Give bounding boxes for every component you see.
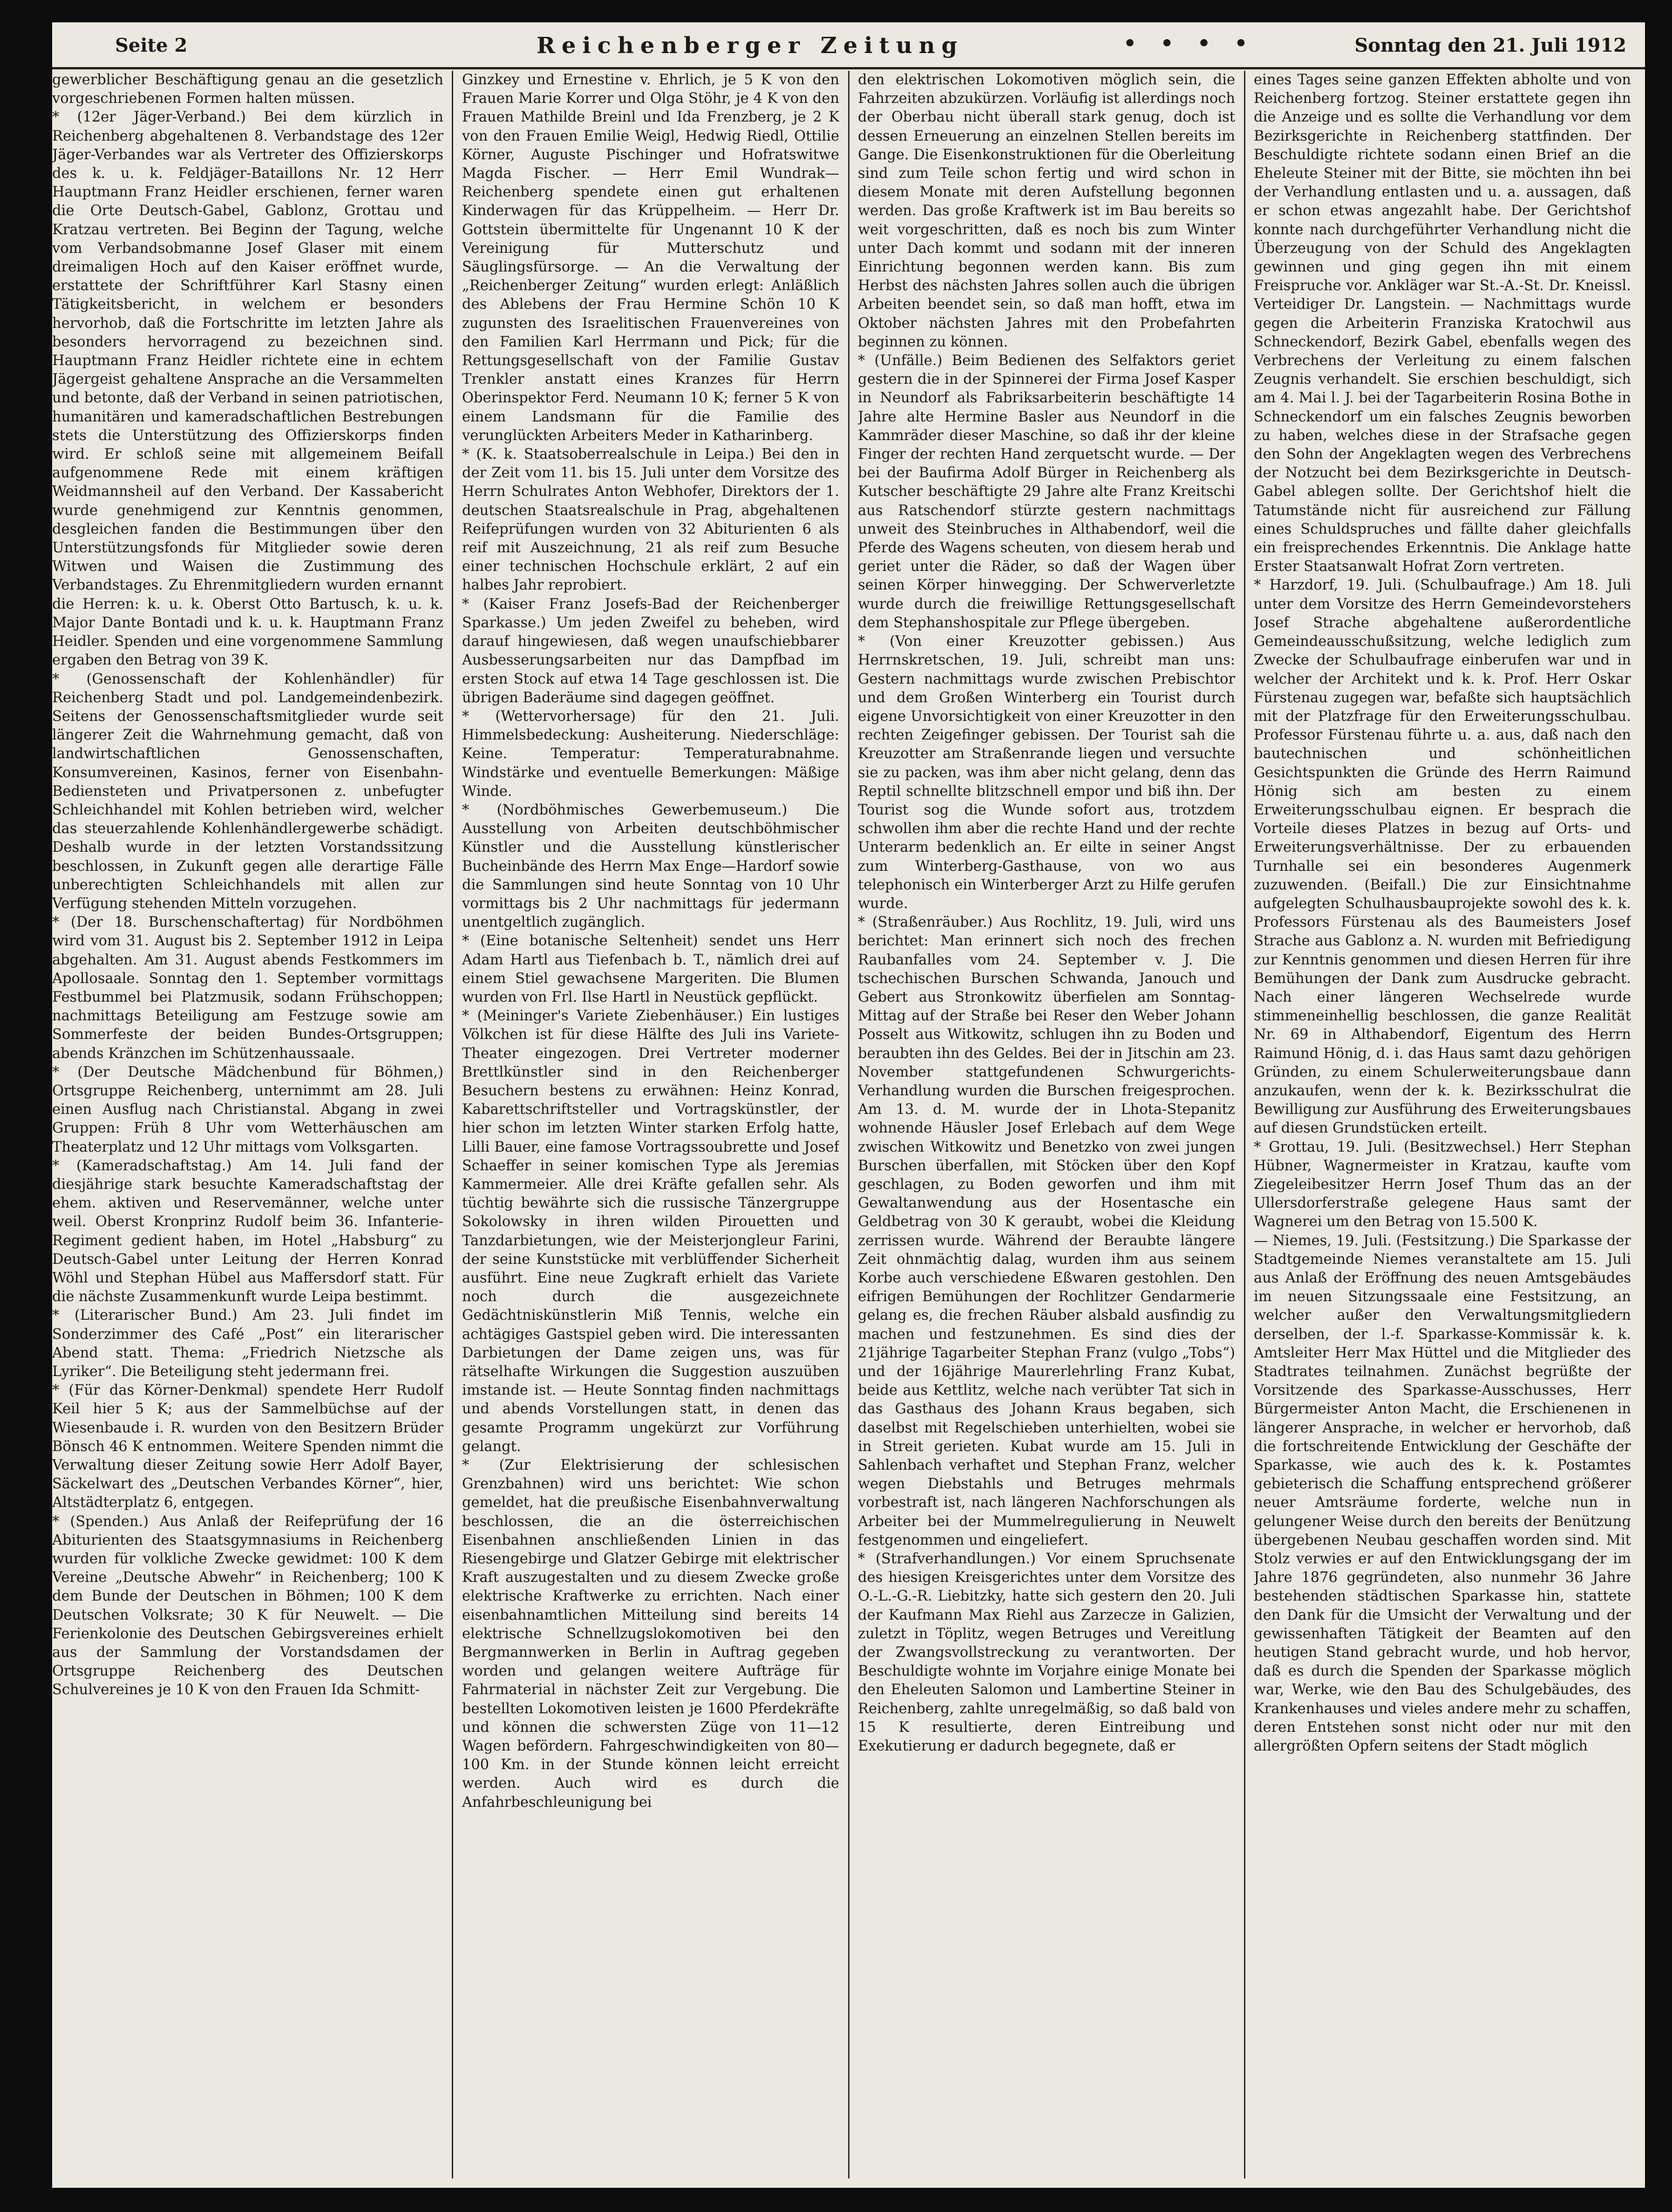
article-paragraph: * Harzdorf, 19. Juli. (Schulbaufrage.) Am 18. Juli unter dem Vorsitze des Herrn Gemeindevorstehers Josef Strache abgehaltene außerordentliche Gemeindeausschußsitzung, welche lediglich zum Zwecke der Schulbaufrage einberufen war und in welcher der Architekt und k. k. Prof. Herr Oskar Fürstenau zugegen war, befaßte sich hauptsächlich mit der Platzfrage für den Erweiterungsschulbau. Professor Fürstenau führte u. a. aus, daß nach den bautechnischen und schönheitlichen Gesichtspunkten die Gründe des Herrn Raimund Hönig sich am besten zu einem Erweiterungsschulbau eignen. Er besprach die Vorteile dieses Platzes in bezug auf Orts- und Erweiterungsverhältnisse. Der zu erbauenden Turnhalle sei ein besonderes Augenmerk zuzuwenden. (Beifall.) Die zur Einsichtnahme aufgelegten Schulhausbauprojekte sowohl des k. k. Professors Fürstenau als des Baumeisters Josef Strache aus Gablonz a. N. wurden mit Befriedigung zur Kenntnis genommen und diesen Herren für ihre Bemühungen der Dank zum Ausdrucke gebracht. Nach einer längeren Wechselrede wurde stimmeneinhellig beschlossen, die ganze Realität Nr. 69 in Althabendorf, Eigentum des Herrn Raimund Hönig, d. i. das Haus samt dazu gehörigen Gründen, zu einem Schulerweiterungsbaue dann anzukaufen, wenn der k. k. Bezirksschulrat die Bewilligung zur Ausführung des Erweiterungsbaues auf diesen Grundstücken erteilt. <box>1254 577 1631 1137</box>
article-paragraph: eines Tages seine ganzen Effekten abholte und von Reichenberg fortzog. Steiner erstattete gegen ihn die Anzeige und es sollte die Verhandlung vor dem Bezirksgerichte in Reichenberg stattfinden. Der Beschuldigte richtete sodann einen Brief an die Eheleute Steiner mit der Bitte, sie möchten ihn bei der Verhandlung entlasten und u. a. aussagen, daß er schon etwas angezahlt habe. Der Gerichtshof konnte nach durchgeführter Verhandlung nicht die Überzeugung von der Schuld des Angeklagten gewinnen und ging gegen ihn mit einem Freispruche vor. Ankläger war St.-A.-St. Dr. Kneissl. Verteidiger Dr. Langstein. — Nachmittags wurde gegen die Arbeiterin Franziska Kratochwil aus Schneckendorf, Bezirk Gabel, ebenfalls wegen des Verbrechens der Verleitung zu einem falschen Zeugnis verhandelt. Sie erschien beschuldigt, sich am 4. Mai l. J. bei der Tagarbeiterin Rosina Bothe in Schneckendorf um ein falsches Zeugnis beworben zu haben, welches diese in der Strafsache gegen den Sohn der Angeklagten wegen des Verbrechens der Notzucht bei dem Bezirksgerichte in Deutsch-Gabel ablegen sollte. Der Gerichtshof hielt die Tatumstände nicht für ausreichend zur Fällung eines Schuldspruches und fällte daher gleichfalls ein freisprechendes Erkenntnis. Die Anklage hatte Erster Staatsanwalt Hofrat Zorn vertreten. <box>1254 72 1631 575</box>
article-paragraph: * (Von einer Kreuzotter gebissen.) Aus Herrnskretschen, 19. Juli, schreibt man uns: Gestern nachmittags wurde zwischen Prebischtor und dem Großen Winterberg ein Tourist durch eigene Unvorsichtigkeit von einer Kreuzotter in den rechten Zeigefinger gebissen. Der Tourist sah die Kreuzotter am Straßenrande liegen und versuchte sie zu packen, was ihm aber nicht gelang, denn das Reptil schnellte blitzschnell empor und biß ihn. Der Tourist sog die Wunde sofort aus, trotzdem schwollen ihm aber die rechte Hand und der rechte Unterarm bedenklich an. Er eilte in seiner Angst zum Winterberg-Gasthause, von wo aus telephonisch ein Winterberger Arzt zu Hilfe gerufen wurde. <box>858 633 1235 912</box>
article-paragraph: * (Spenden.) Aus Anlaß der Reifeprüfung der 16 Abiturienten des Staatsgymnasiums in Reichenberg wurden für volkliche Zwecke gewidmet: 100 K dem Vereine „Deutsche Abwehr“ in Reichenberg; 100 K dem Bunde der Deutschen in Böhmen; 100 K dem Deutschen Volksrate; 30 K für Neuwelt. — Die Ferienkolonie des Deutschen Gebirgsvereines erhielt aus der Sammlung der Vorstandsdamen der Ortsgruppe Reichenberg des Deutschen Schulvereines je 10 K von den Frauen Ida Schmitt- <box>52 1513 443 1698</box>
column-divider <box>848 71 850 2178</box>
article-paragraph: * (Straßenräuber.) Aus Rochlitz, 19. Juli, wird uns berichtet: Man erinnert sich noch des frechen Raubanfalles vom 24. September v. J. Die tschechischen Burschen Schwanda, Janouch und Gebert aus Stronkowitz überfielen am Sonntag-Mittag auf der Straße bei Reser den Weber Johann Posselt aus Witkowitz, schlugen ihn zu Boden und beraubten ihn des Geldes. Bei der in Jitschin am 23. November stattgefundenen Schwurgerichts-Verhandlung wurden die Burschen freigesprochen. Am 13. d. M. wurde der in Lhota-Stepanitz wohnende Häusler Josef Erlebach auf dem Wege zwischen Witkowitz und Benetzko von zwei jungen Burschen überfallen, mit Stöcken über den Kopf geschlagen, zu Boden geworfen und ihm mit Gewaltanwendung aus der Hosentasche ein Geldbetrag von 30 K geraubt, wobei die Kleidung zerrissen wurde. Während der Beraubte längere Zeit ohnmächtig dalag, wurden ihm aus seinem Korbe auch verschiedene Eßwaren gestohlen. Den eifrigen Bemühungen der Rochlitzer Gendarmerie gelang es, die frechen Räuber alsbald ausfindig zu machen und festzunehmen. Es sind dies der 21jährige Tagarbeiter Stephan Franz (vulgo „Tobs“) und der 16jährige Maurerlehrling Franz Kubat, beide aus Kettlitz, welche nach verübter Tat sich in das Gasthaus des Johann Kraus begaben, sich daselbst mit Regelschieben unterhielten, wobei sie in Streit gerieten. Kubat wurde am 15. Juli in Sahlenbach verhaftet und Stephan Franz, welcher wegen Diebstahls und Betruges mehrmals vorbestraft ist, nach längeren Nachforschungen als Arbeiter bei der Mummelregulierung in Neuwelt festgenommen und eingeliefert. <box>858 914 1235 1548</box>
column-divider <box>1244 71 1245 2178</box>
article-paragraph: * (Eine botanische Seltenheit) sendet uns Herr Adam Hartl aus Tiefenbach b. T., nämlich drei auf einem Stiel gewachsene Margeriten. Die Blumen wurden von Frl. Ilse Hartl in Neustück gepflückt. <box>462 933 839 1005</box>
masthead: Reichenberger Zeitung <box>537 33 964 59</box>
article-paragraph: * (Wettervorhersage) für den 21. Juli. Himmelsbedeckung: Ausheiterung. Niederschläge: Keine. Temperatur: Temperaturabnahme. Windstärke und eventuelle Bemerkungen: Mäßige Winde. <box>462 708 839 800</box>
page-number: Seite 2 <box>115 34 188 56</box>
article-paragraph: * (Zur Elektrisierung der schlesischen Grenzbahnen) wird uns berichtet: Wie schon gemeldet, hat die preußische Eisenbahnverwaltung beschlossen, die an die österreichischen Eisenbahnen anschließenden Linien in das Riesengebirge und Glatzer Gebirge mit elektrischer Kraft auszugestalten und zu diesem Zwecke große elektrische Kraftwerke zu errichten. Nach einer eisenbahnamtlichen Mitteilung sind bereits 14 elektrische Schnellzugslokomotiven bei den Bergmannwerken in Berlin in Auftrag gegeben worden und gelangen weitere Aufträge für Fahrmaterial in nächster Zeit zur Vergebung. Die bestellten Lokomotiven leisten je 1600 Pferdekräfte und können die schwersten Züge von 11—12 Wagen befördern. Fahrgeschwindigkeiten von 80—100 Km. in der Stunde können leicht erreicht werden. Auch wird es durch die Anfahrbeschleunigung bei <box>462 1457 839 1811</box>
article-paragraph: * (Literarischer Bund.) Am 23. Juli findet im Sonderzimmer des Café „Post“ ein literarischer Abend statt. Thema: „Friedrich Nietzsche als Lyriker“. Die Beteiligung steht jedermann frei. <box>52 1307 443 1380</box>
page-header <box>52 22 1645 69</box>
article-paragraph: * (Kameradschaftstag.) Am 14. Juli fand der diesjährige stark besuchte Kameradschaftstag der ehem. aktiven und Reservemänner, welche unter weil. Oberst Kronprinz Rudolf beim 36. Infanterie-Regiment gedient haben, im Hotel „Habsburg“ zu Deutsch-Gabel unter Leitung der Herren Konrad Wöhl und Stephan Hübel aus Maffersdorf statt. Für die nächste Zusammenkunft wurde Leipa bestimmt. <box>52 1157 443 1305</box>
column-3 <box>858 71 1235 2178</box>
article-paragraph: * (Nordböhmisches Gewerbemuseum.) Die Ausstellung von Arbeiten deutschböhmischer Künstler und die Ausstellung künstlerischer Bucheinbände des Herrn Max Enge—Hardorf sowie die Sammlungen sind heute Sonntag von 10 Uhr vormittags bis 2 Uhr nachmittags für jedermann unentgeltlich zugänglich. <box>462 801 839 931</box>
article-paragraph: * (Der 18. Burschenschaftertag) für Nordböhmen wird vom 31. August bis 2. September 1912 in Leipa abgehalten. Am 31. August abends Festkommers im Apollosaale. Sonntag den 1. September vormittags Festbummel bei Platzmusik, sodann Frühschoppen; nachmittags Beteiligung am Festzuge sowie am Sommerfeste der beiden Bundes-Ortsgruppen; abends Kränzchen im Schützenhaussaale. <box>52 914 443 1062</box>
article-paragraph: * (Unfälle.) Beim Bedienen des Selfaktors geriet gestern die in der Spinnerei der Firma Josef Kasper in Neundorf als Fabriksarbeiterin beschäftigte 14 Jahre alte Hermine Basler aus Neundorf in die Kammräder dieser Maschine, so daß ihr der kleine Finger der rechten Hand zerquetscht wurde. — Der bei der Baufirma Adolf Bürger in Reichenberg als Kutscher beschäftigte 29 Jahre alte Franz Kreitschi aus Ratschendorf stürzte gestern nachmittags unweit des Steinbruches in Althabendorf, weil die Pferde des Wagens scheuten, von diesem herab und geriet unter die Räder, so daß der Wagen über seinen Körper hinwegging. Der Schwerverletzte wurde durch die freiwillige Rettungsgesellschaft dem Stephanshospitale zur Pflege übergeben. <box>858 353 1235 631</box>
column-1 <box>52 71 443 2178</box>
article-paragraph: * (Für das Körner-Denkmal) spendete Herr Rudolf Keil hier 5 K; aus der Sammelbüchse auf der Wiesenbaude i. R. wurden von den Besitzern Brüder Bönsch 46 K entnommen. Weitere Spenden nimmt die Verwaltung dieser Zeitung sowie Herr Adolf Bayer, Säckelwart des „Deutschen Verbandes Körner“, hier, Altstädterplatz 6, entgegen. <box>52 1382 443 1511</box>
article-columns <box>52 71 1645 2178</box>
article-paragraph: * (12er Jäger-Verband.) Bei dem kürzlich in Reichenberg abgehaltenen 8. Verbandstage des 12er Jäger-Verbandes war als Vertreter des Offizierskorps des k. u. k. Feldjäger-Bataillons Nr. 12 Herr Hauptmann Franz Heidler erschienen, ferner waren die Orte Deutsch-Gabel, Gablonz, Grottau und Kratzau vertreten. Bei Beginn der Tagung, welche vom Verbandsobmanne Josef Glaser mit einem dreimaligen Hoch auf den Kaiser eröffnet wurde, erstattete der Schriftführer Karl Stasny einen Tätigkeitsbericht, in welchem er besonders hervorhob, daß die Fortschritte im letzten Jahre als besonders hervorragend zu bezeichnen sind. Hauptmann Franz Heidler richtete eine in echtem Jägergeist gehaltene Ansprache an die Versammelten und betonte, daß der Verband in seinen patriotischen, humanitären und kameradschaftlichen Bestrebungen stets die Unterstützung des Offizierskorps finden wird. Er schloß seine mit allgemeinem Beifall aufgenommene Rede mit einem kräftigen Weidmannsheil auf den Verband. Der Kassabericht wurde genehmigend zur Kenntnis genommen, desgleichen fanden die Bestimmungen über den Unterstützungsfonds für Mitglieder sowie deren Witwen und Waisen die Zustimmung des Verbandstages. Zu Ehrenmitgliedern wurden ernannt die Herren: k. u. k. Oberst Otto Bartusch, k. u. k. Major Dante Bontadi und k. u. k. Hauptmann Franz Heidler. Spenden und eine vorgenommene Sammlung ergaben den Betrag von 39 K. <box>52 109 443 669</box>
article-paragraph: * (Kaiser Franz Josefs-Bad der Reichenberger Sparkasse.) Um jeden Zweifel zu beheben, wird darauf hingewiesen, daß wegen unaufschiebbarer Ausbesserungsarbeiten nur das Dampfbad im ersten Stock auf etwa 14 Tage geschlossen ist. Die übrigen Baderäume sind dagegen geöffnet. <box>462 596 839 706</box>
article-paragraph: * (Strafverhandlungen.) Vor einem Spruchsenate des hiesigen Kreisgerichtes unter dem Vorsitze des O.-L.-G.-R. Liebitzky, hatte sich gestern den 20. Juli der Kaufmann Max Riehl aus Zarzecze in Galizien, zuletzt in Töplitz, wegen Betruges und Vereitlung der Zwangsvollstreckung zu verantworten. Der Beschuldigte wohnte im Vorjahre einige Monate bei den Eheleuten Salomon und Lambertine Steiner in Reichenberg, zahlte unregelmäßig, so daß bald von 15 K resultierte, deren Eintreibung und Exekutierung er dadurch begegnete, daß er <box>858 1551 1235 1755</box>
header-ornament: • • • • <box>1123 32 1256 55</box>
issue-date: Sonntag den 21. Juli 1912 <box>1354 34 1626 56</box>
column-4 <box>1254 71 1631 2178</box>
article-paragraph: * Grottau, 19. Juli. (Besitzwechsel.) Herr Stephan Hübner, Wagnermeister in Kratzau, kaufte vom Ziegeleibesitzer Herrn Josef Thum das an der Ullersdorferstraße gelegene Haus samt der Wagnerei um den Betrag von 15.500 K. <box>1254 1139 1631 1230</box>
article-paragraph: * (Meininger's Variete Ziebenhäuser.) Ein lustiges Völkchen ist für diese Hälfte des Juli ins Variete-Theater eingezogen. Drei Vertreter moderner Brettlkünstler sind in den Reichenberger Besuchern bestens zu erwähnen: Heinz Konrad, Kabarettschriftsteller und Vortragskünstler, der hier schon im letzten Winter starken Erfolg hatte, Lilli Bauer, eine famose Vortragssoubrette und Josef Schaeffer in seiner komischen Type als Jeremias Kammermeier. Alle drei Kräfte gefallen sehr. Als tüchtig bewährte sich die russische Tänzergruppe Sokolowsky in ihren wilden Pirouetten und Tanzdarbietungen, wie der Meisterjongleur Farini, der seine Kunststücke mit verblüffender Sicherheit ausführt. Eine neue Zugkraft erhielt das Variete noch durch die ausgezeichnete Gedächtniskünstlerin Miß Tennis, welche ein achtägiges Gastspiel geben wird. Die interessanten Darbietungen der Dame zeigen uns, was für rätselhafte Wirkungen die Suggestion auszuüben imstande ist. — Heute Sonntag finden nachmittags und abends Vorstellungen statt, in denen das gesamte Programm ungekürzt zur Vorführung gelangt. <box>462 1008 839 1455</box>
newspaper-page <box>52 22 1645 2188</box>
article-paragraph: gewerblicher Beschäftigung genau an die gesetzlich vorgeschriebenen Formen halten müssen. <box>52 72 443 107</box>
article-paragraph: den elektrischen Lokomotiven möglich sein, die Fahrzeiten abzukürzen. Vorläufig ist allerdings noch der Oberbau nicht überall stark genug, doch ist dessen Erneuerung an einzelnen Stellen bereits im Gange. Die Eisenkonstruktionen für die Oberleitung sind zum Teile schon fertig und wird schon in diesem Monate mit deren Aufstellung begonnen werden. Das große Kraftwerk ist im Bau bereits so weit vorgeschritten, daß es noch bis zum Winter unter Dach kommt und sodann mit der inneren Einrichtung begonnen werden kann. Bis zum Herbst des nächsten Jahres sollen auch die übrigen Arbeiten beendet sein, so daß man hofft, etwa im Oktober nächsten Jahres mit den Probefahrten beginnen zu können. <box>858 72 1235 350</box>
article-paragraph: — Niemes, 19. Juli. (Festsitzung.) Die Sparkasse der Stadtgemeinde Niemes veranstaltete am 15. Juli aus Anlaß der Eröffnung des neuen Amtsgebäudes im neuen Sitzungssaale eine Festsitzung, an welcher außer den Verwaltungsmitgliedern derselben, der l.-f. Sparkasse-Kommissär k. k. Amtsleiter Herr Max Hüttel und die Mitglieder des Stadtrates teilnahmen. Zunächst begrüßte der Vorsitzende des Sparkasse-Ausschusses, Herr Bürgermeister Anton Macht, die Erschienenen in längerer Ansprache, in welcher er hervorhob, daß die fortschreitende Entwicklung der Geschäfte der Sparkasse, wie auch des k. k. Postamtes gebieterisch die Schaffung entsprechend größerer neuer Amtsräume forderte, welche nun in gelungener Weise durch den bereits der Benützung übergebenen Neubau geschaffen worden sind. Mit Stolz verwies er auf den Entwicklungsgang der im Jahre 1876 gegründeten, also nunmehr 36 Jahre bestehenden städtischen Sparkasse hin, stattete den Dank für die Umsicht der Verwaltung und der gewissenhaften Tätigkeit der Beamten auf den heutigen Stand gebracht wurde, und hob hervor, daß es durch die Spenden der Sparkasse möglich war, Werke, wie den Bau des Schulgebäudes, des Krankenhauses und vieles andere mehr zu schaffen, deren Entstehen sonst nicht oder nur mit den allergrößten Opfern seitens der Stadt möglich <box>1254 1232 1631 1755</box>
column-2 <box>462 71 839 2178</box>
column-divider <box>452 71 453 2178</box>
article-paragraph: * (Genossenschaft der Kohlenhändler) für Reichenberg Stadt und pol. Landgemeindenbezirk. Seitens der Genossenschaftsmitglieder wurde seit längerer Zeit die Wahrnehmung gemacht, daß von landwirtschaftlichen Genossenschaften, Konsumvereinen, Kasinos, ferner von Eisenbahn-Bediensteten und Privatpersonen z. unbefugter Schleichhandel mit Kohlen betrieben wird, welcher das steuerzahlende Kohlenhändlergewerbe schädigt. Deshalb wurde in der letzten Vorstandssitzung beschlossen, in Zukunft gegen alle derartige Fälle unberechtigten Schleichhandels mit allen zur Verfügung stehenden Mitteln vorzugehen. <box>52 671 443 912</box>
article-paragraph: Ginzkey und Ernestine v. Ehrlich, je 5 K von den Frauen Marie Korrer und Olga Stöhr, je 4 K von den Frauen Mathilde Breinl und Ida Frenzberg, je 2 K von den Frauen Emilie Weigl, Hedwig Riedl, Ottilie Körner, Auguste Pischinger und Hofratswitwe Magda Fischer. — Herr Emil Wundrak—Reichenberg spendete einen gut erhaltenen Kinderwagen für das Krüppelheim. — Herr Dr. Gottstein übermittelte für Ungenannt 10 K der Vereinigung für Mutterschutz und Säuglingsfürsorge. — An die Verwaltung der „Reichenberger Zeitung“ wurden erlegt: Anläßlich des Ablebens der Frau Hermine Schön 10 K zugunsten des Israelitischen Frauenvereines von den Familien Karl Herrmann und Pick; für die Rettungsgesellschaft von der Familie Gustav Trenkler anstatt eines Kranzes für Herrn Oberinspektor Ferd. Neumann 10 K; ferner 5 K von einem Landsmann für die Familie des verunglückten Arbeiters Meder in Katharinberg. <box>462 72 839 444</box>
article-paragraph: * (Der Deutsche Mädchenbund für Böhmen,) Ortsgruppe Reichenberg, unternimmt am 28. Juli einen Ausflug nach Christianstal. Abgang in zwei Gruppen: Früh 8 Uhr vom Wetterhäuschen am Theaterplatz und 12 Uhr mittags vom Volksgarten. <box>52 1064 443 1155</box>
article-paragraph: * (K. k. Staatsoberrealschule in Leipa.) Bei den in der Zeit vom 11. bis 15. Juli unter dem Vorsitze des Herrn Schulrates Anton Webhofer, Direktors der 1. deutschen Staatsrealschule in Prag, abgehaltenen Reifeprüfungen wurden von 32 Abiturienten 6 als reif mit Auszeichnung, 21 als reif zum Besuche einer technischen Hochschule erklärt, 2 auf ein halbes Jahr reprobiert. <box>462 446 839 594</box>
